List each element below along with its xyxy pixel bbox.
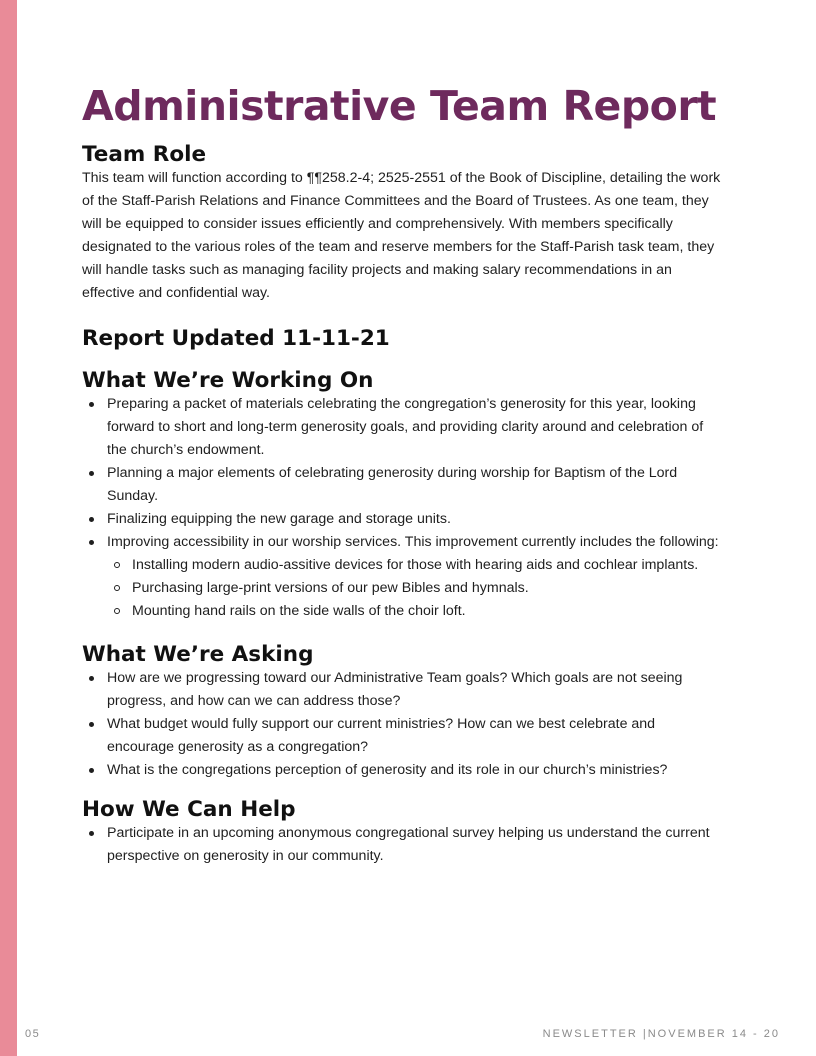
list-item: What is the congregations perception of generosity and its role in our church’s ministries? xyxy=(82,759,722,782)
asking-list xyxy=(82,667,722,782)
list-item-text: Improving accessibility in our worship services. This improvement currently includes the following: xyxy=(107,534,719,550)
report-updated-heading: Report Updated 11-11-21 xyxy=(82,326,390,351)
working-on-list xyxy=(82,393,722,623)
accessibility-sublist xyxy=(107,554,722,623)
help-heading: How We Can Help xyxy=(82,797,296,822)
working-on-heading: What We’re Working On xyxy=(82,368,374,393)
help-list xyxy=(82,822,722,868)
list-item: Planning a major elements of celebrating generosity during worship for Baptism of the Lord Sunday. xyxy=(82,462,722,508)
list-item: Preparing a packet of materials celebrating the congregation’s generosity for this year, looking forward to short and long-term generosity goals, and providing clarity around and celebration of the church’s endowment. xyxy=(82,393,722,462)
list-item: Finalizing equipping the new garage and storage units. xyxy=(82,508,722,531)
asking-heading: What We’re Asking xyxy=(82,642,314,667)
team-role-heading: Team Role xyxy=(82,142,207,167)
team-role-body: This team will function according to ¶¶258.2-4; 2525-2551 of the Book of Discipline, detailing the work of the Staff-Parish Relations and Finance Committees and the Board of Trustees. As one team, they will be equipped to consider issues efficiently and comprehensively. With members specifically designated to the various roles of the team and reserve members for the Staff-Parish task team, they will handle tasks such as managing facility projects and making salary recommendations in an effective and confidential way. xyxy=(82,170,721,301)
newsletter-footer: NEWSLETTER |NOVEMBER 14 - 20 xyxy=(542,1028,780,1040)
sub-list-item: Mounting hand rails on the side walls of the choir loft. xyxy=(107,600,722,623)
page-content xyxy=(82,82,722,868)
sub-list-item: Installing modern audio-assitive devices for those with hearing aids and cochlear implants. xyxy=(107,554,722,577)
list-item-with-subitems xyxy=(82,531,722,623)
accent-side-bar xyxy=(0,0,17,1056)
page-number: 05 xyxy=(25,1028,41,1040)
page-title: Administrative Team Report xyxy=(82,82,717,130)
list-item: Participate in an upcoming anonymous congregational survey helping us understand the current perspective on generosity in our community. xyxy=(82,822,722,868)
sub-list-item: Purchasing large-print versions of our pew Bibles and hymnals. xyxy=(107,577,722,600)
list-item: How are we progressing toward our Administrative Team goals? Which goals are not seeing progress, and how can we can address those? xyxy=(82,667,722,713)
list-item: What budget would fully support our current ministries? How can we best celebrate and encourage generosity as a congregation? xyxy=(82,713,722,759)
